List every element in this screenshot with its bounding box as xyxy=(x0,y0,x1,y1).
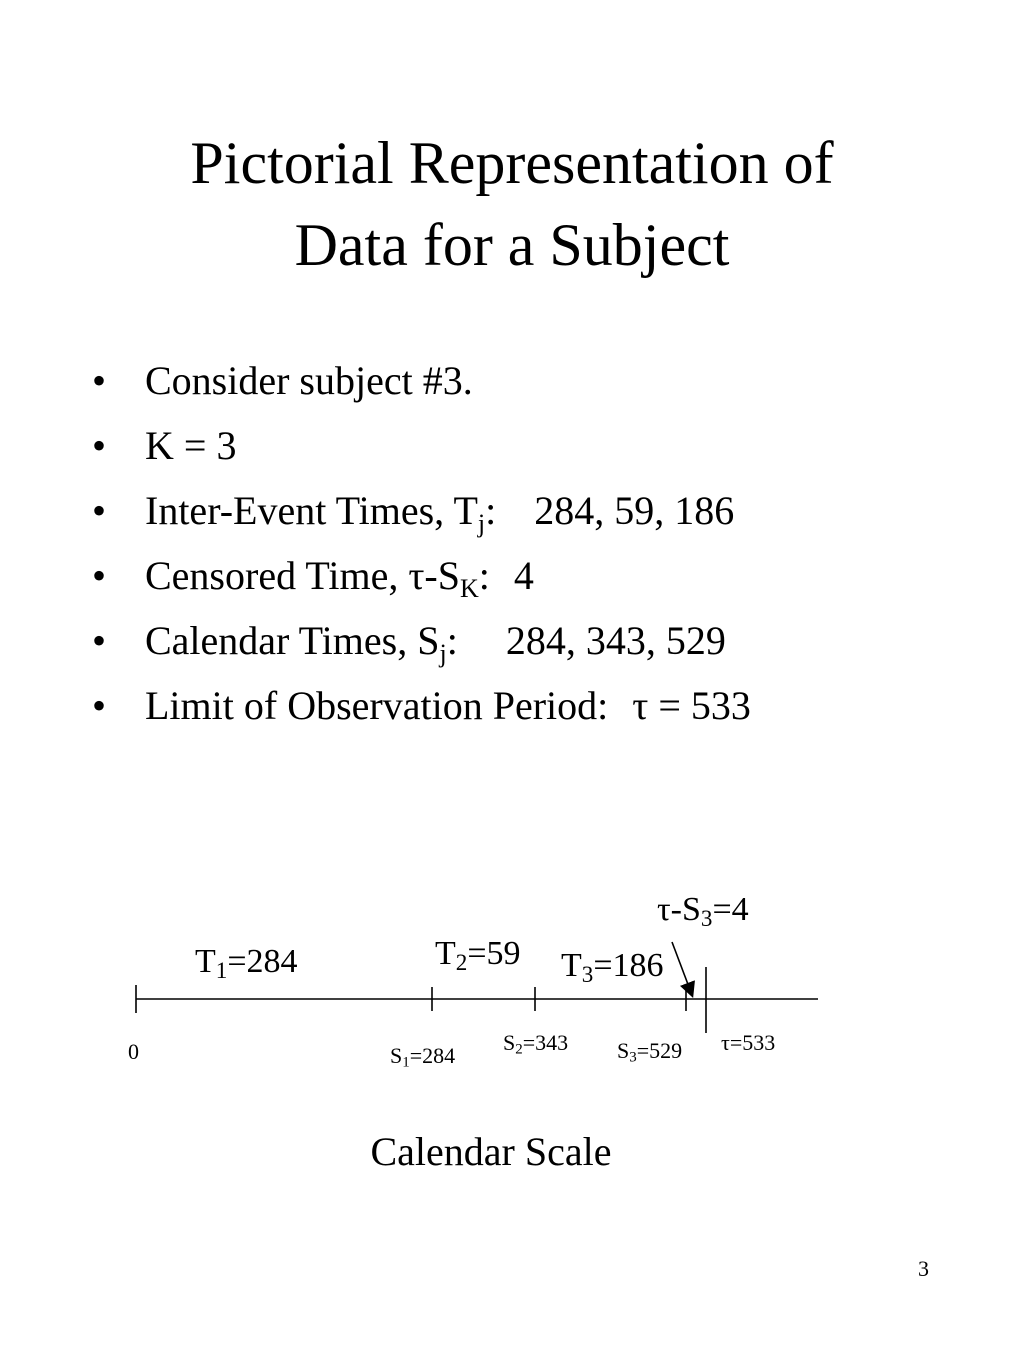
slide-title-line-2: Data for a Subject xyxy=(294,212,730,278)
calendar-times-label: Calendar Times, S xyxy=(145,618,440,663)
page-number: 3 xyxy=(918,1256,929,1281)
tick-label-origin: 0 xyxy=(128,1039,139,1064)
censored-time-subscript: K xyxy=(460,574,479,603)
censored-pointer-arrow xyxy=(672,942,692,995)
bullet-marker: • xyxy=(92,553,107,598)
bullet-marker: • xyxy=(92,683,107,728)
interval-label-t1: $T_1=284$ xyxy=(195,943,298,984)
tick-label-s2: $S_2=343$ xyxy=(503,1030,569,1058)
bullet-item-k xyxy=(92,413,751,478)
inter-event-values: 284, 59, 186 xyxy=(534,488,735,533)
censored-time-value: 4 xyxy=(513,553,534,598)
inter-event-subscript: j xyxy=(477,509,486,538)
tick-label-s1: $S_1=284$ xyxy=(390,1043,456,1071)
bullet-marker: • xyxy=(92,358,107,403)
bullet-item-subject xyxy=(92,348,751,413)
bullet-marker: • xyxy=(92,423,107,468)
bullet-item-calendar-times xyxy=(92,608,751,673)
tick-label-s3: $S_3=529$ xyxy=(617,1038,683,1066)
tick-label-tau: τ=533 xyxy=(721,1030,776,1055)
timeline-caption: Calendar Scale xyxy=(370,1129,612,1174)
bullet-marker: • xyxy=(92,618,107,663)
calendar-times-colon: : xyxy=(446,618,458,663)
censored-time-label: Censored Time, τ-S xyxy=(145,553,460,598)
calendar-times-subscript: j xyxy=(439,639,447,668)
censored-label: $\tau-S_3=4$ xyxy=(657,891,749,932)
inter-event-label: Inter-Event Times, T xyxy=(145,488,478,533)
observation-limit-label: Limit of Observation Period: xyxy=(145,683,609,728)
bullet-text-k: K = 3 xyxy=(145,423,237,468)
interval-label-t3: $T_3=186$ xyxy=(561,947,664,988)
bullet-text-subject: Consider subject #3. xyxy=(145,358,473,403)
bullet-list xyxy=(92,348,751,738)
bullet-item-inter-event-times xyxy=(92,478,751,543)
slide-title-line-1: Pictorial Representation of xyxy=(190,130,834,196)
inter-event-colon: : xyxy=(485,488,497,533)
interval-label-t2: $T_2=59$ xyxy=(435,935,521,976)
calendar-times-values: 284, 343, 529 xyxy=(505,618,726,663)
observation-limit-value: τ = 533 xyxy=(632,683,751,728)
bullet-item-censored-time xyxy=(92,543,751,608)
slide-title xyxy=(0,122,1024,286)
bullet-item-observation-limit xyxy=(92,673,751,738)
censored-time-colon: : xyxy=(478,553,490,598)
bullet-marker: • xyxy=(92,488,107,533)
